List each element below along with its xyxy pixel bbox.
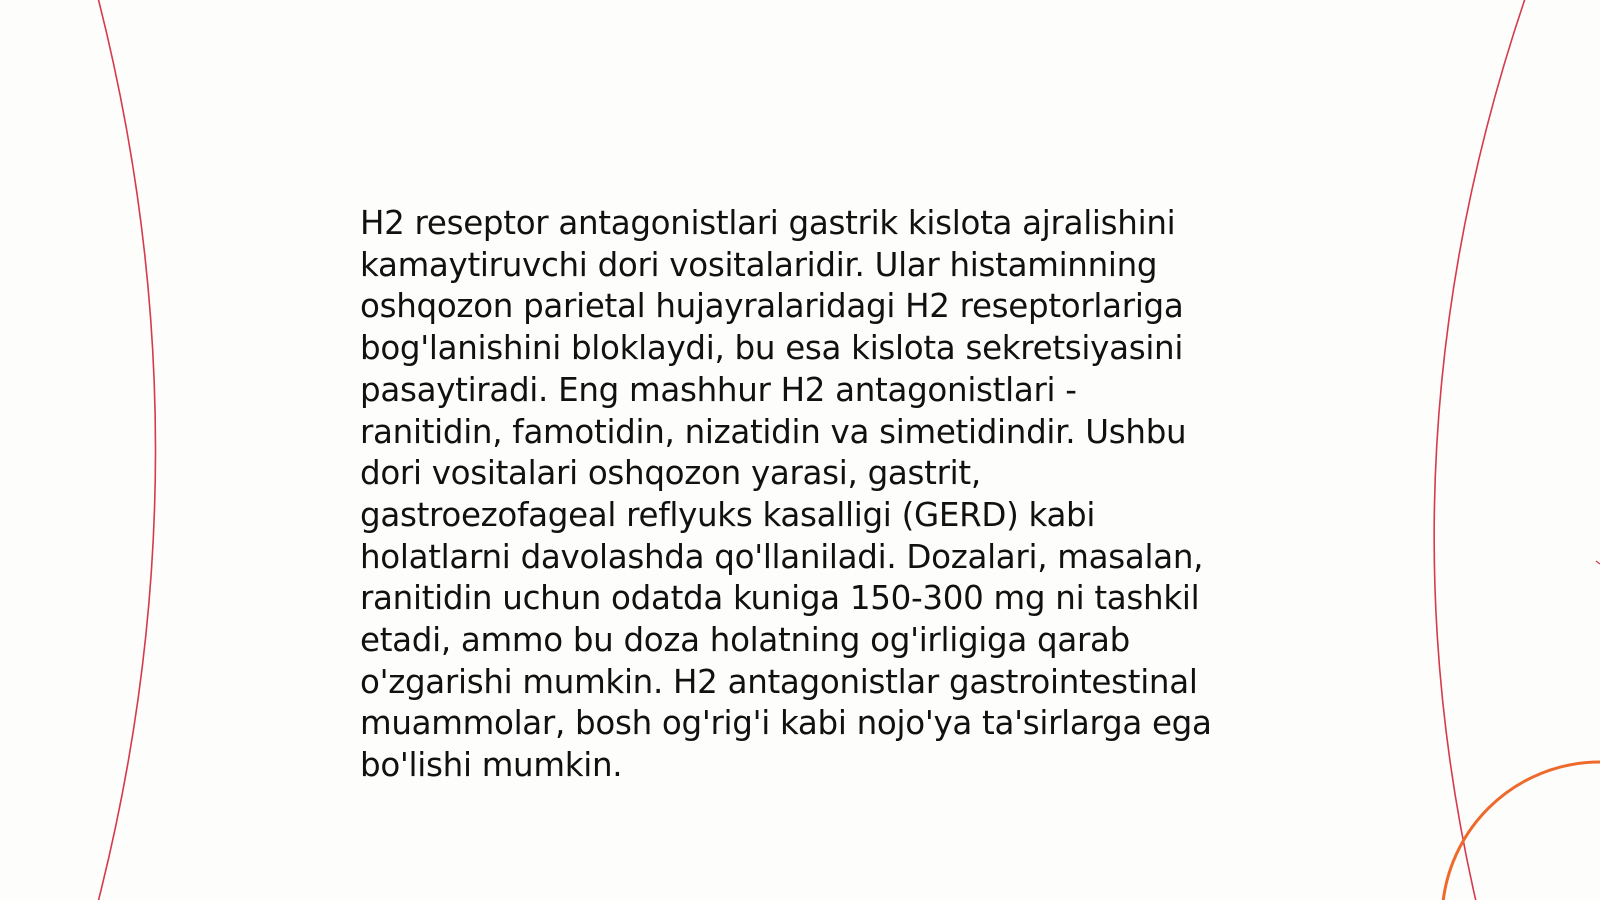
left-arc-line (96, 0, 156, 900)
body-paragraph: H2 reseptor antagonistlari gastrik kislota ajralishini kamaytiruvchi dori vositalaridir. Ular histaminning oshqozon parietal hujayralaridagi H2 reseptorlariga bog'lanishini bloklaydi, bu esa kislota sekretsiyasini pasaytiradi. Eng mashhur H2 antagonistlari - ranitidin, famotidin, nizatidin va simetidindir. Ushbu dori vositalari oshqozon yarasi, gastrit, gastroezofageal reflyuks kasalligi (GERD) kabi holatlarni davolashda qo'llaniladi. Dozalari, masalan, ranitidin uchun odatda kuniga 150-300 mg ni tashkil etadi, ammo bu doza holatning og'irligiga qarab o'zgarishi mumkin. H2 antagonistlar gastrointestinal muammolar, bosh og'rig'i kabi nojo'ya ta'sirlarga ega bo'lishi mumkin. (360, 204, 1212, 785)
edge-tick-mark (1596, 561, 1600, 564)
right-arc-line (1434, 0, 1528, 900)
corner-circle (1442, 762, 1600, 900)
